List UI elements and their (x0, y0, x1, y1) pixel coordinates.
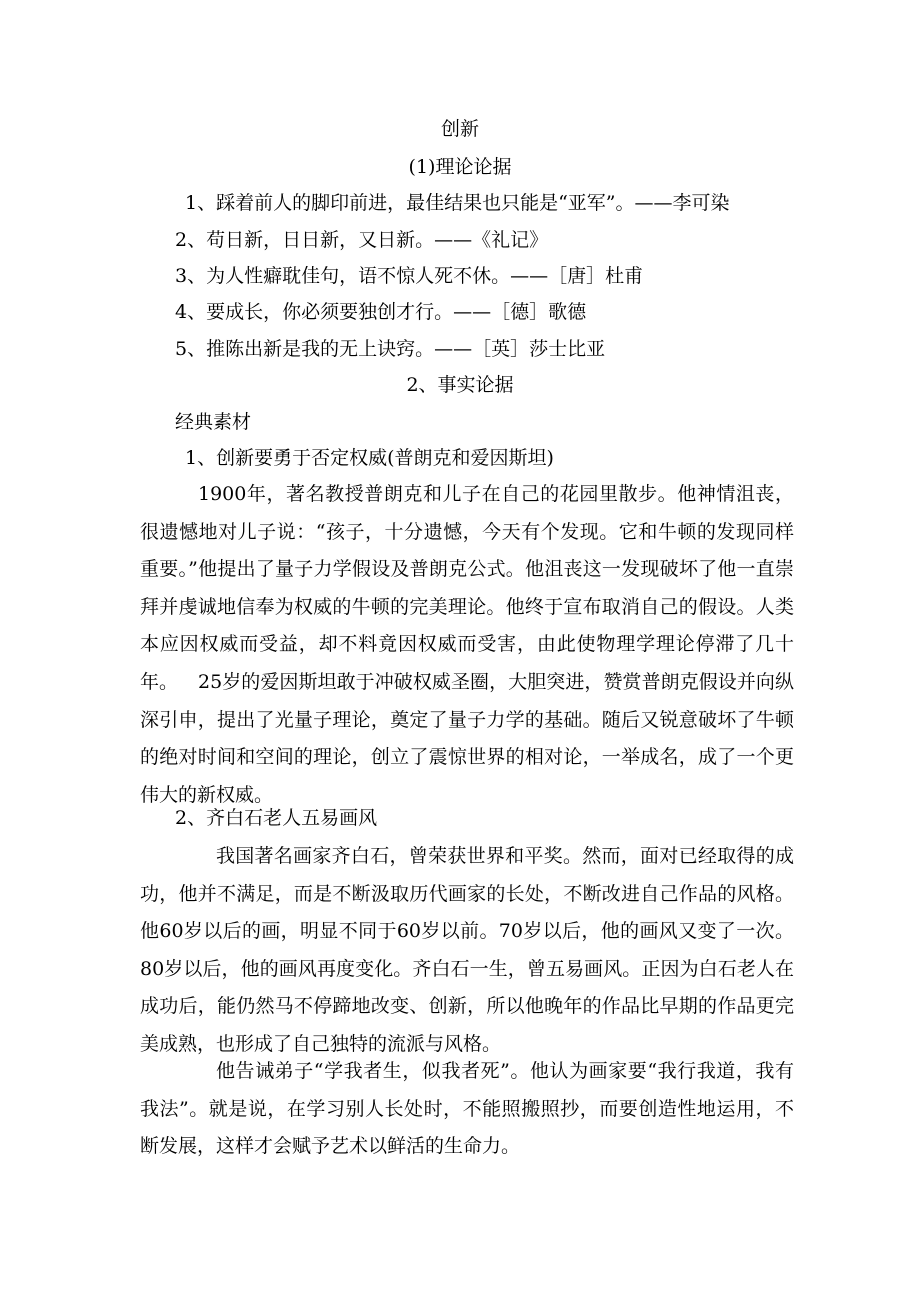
story1-heading: 1、创新要勇于否定权威(普朗克和爱因斯坦) (185, 447, 554, 469)
story2-paragraph-1: 我国著名画家齐白石，曾荣获世界和平奖。然而，面对已经取得的成功，他并不满足，而是不断汲取历代画家的长处，不断改进自己作品的风格。他60岁以后的画，明显不同于60岁以前。70岁以后，他的画风又变了一次。80岁以后，他的画风再度变化。齐白石一生，曾五易画风。正因为白石老人在成功后，能仍然马不停蹄地改变、创新，所以他晚年的作品比早期的作品更完美成熟，也形成了自己独特的流派与风格。 (140, 845, 794, 1055)
document-title: 创新 (440, 118, 479, 140)
section2-heading: 2、事实论据 (406, 374, 514, 396)
quote-3: 3、为人性癖耽佳句，语不惊人死不休。——［唐］杜甫 (175, 265, 644, 287)
quote-4: 4、要成长，你必须要独创才行。——［德］歌德 (175, 301, 587, 323)
story1-paragraph-2: 25岁的爱因斯坦敢于冲破权威圣圈，大胆突进，赞赏普朗克假设并向纵深引申，提出了光量子理论，奠定了量子力学的基础。随后又锐意破坏了牛顿的绝对时间和空间的理论，创立了震惊世界的相对论，一举成名，成了一个更伟大的新权威。 (140, 671, 794, 806)
story2-heading: 2、齐白石老人五易画风 (175, 807, 378, 829)
quote-2: 2、苟日新，日日新，又日新。——《礼记》 (175, 229, 549, 251)
story2-paragraph-2: 他告诫弟子“学我者生，似我者死”。他认为画家要“我行我道，我有我法”。就是说，在学习别人长处时，不能照搬照抄，而要创造性地运用，不断发展，这样才会赋予艺术以鲜活的生命力。 (140, 1060, 794, 1157)
classic-label: 经典素材 (175, 411, 252, 433)
quote-5: 5、推陈出新是我的无上诀窍。——［英］莎士比亚 (175, 338, 606, 360)
story1-paragraph-1: 1900年，著名教授普朗克和儿子在自己的花园里散步。他神情沮丧，很遗憾地对儿子说：“孩子，十分遗憾，今天有个发现。它和牛顿的发现同样重要。”他提出了量子力学假设及普朗克公式。他沮丧这一发现破坏了他一直崇拜并虔诚地信奉为权威的牛顿的完美理论。他终于宣布取消自己的假设。人类本应因权威而受益，却不料竟因权威而受害，由此使物理学理论停滞了几十年。 (140, 483, 794, 693)
section1-heading: (1)理论论据 (408, 156, 512, 178)
quote-1: 1、踩着前人的脚印前进，最佳结果也只能是“亚军”。——李可染 (185, 192, 730, 214)
